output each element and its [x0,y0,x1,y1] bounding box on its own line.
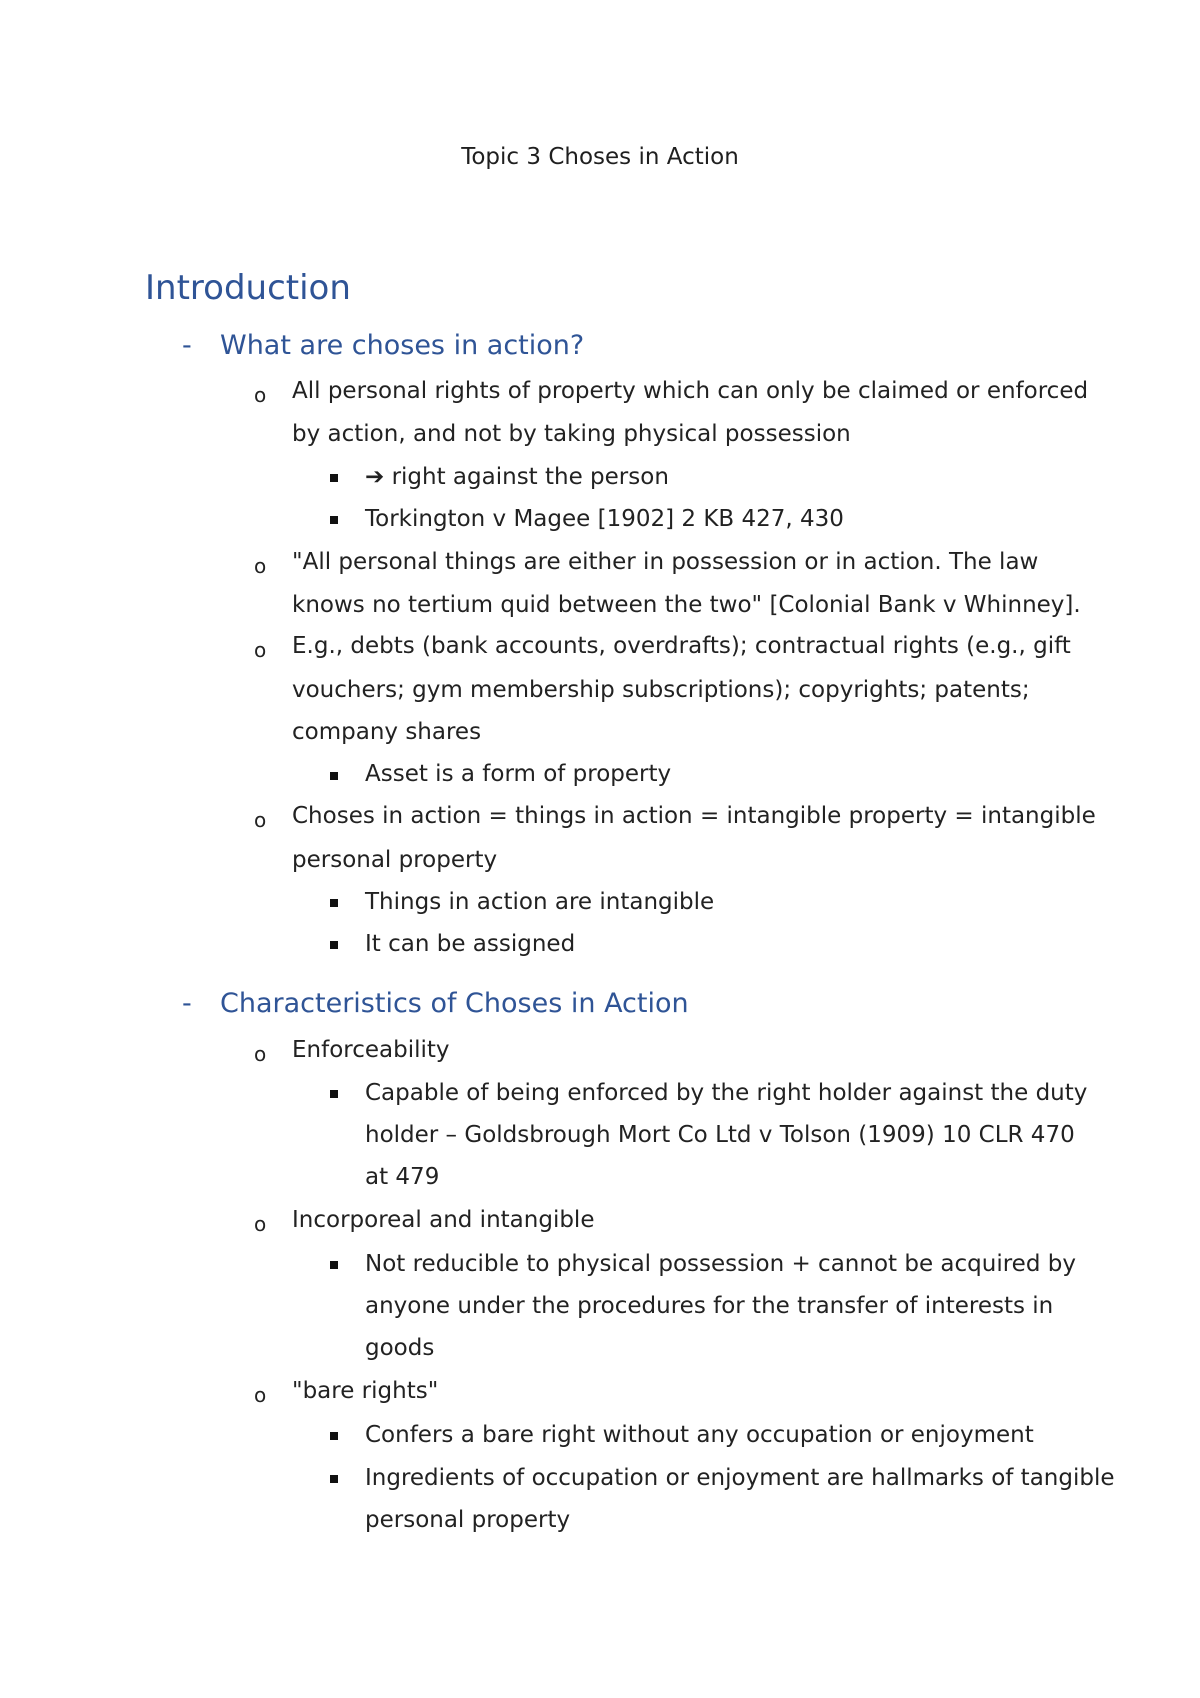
sub-bullet-text: Things in action are intangible [365,889,715,915]
sub-bullet-text: Torkington v Magee [1902] 2 KB 427, 430 [365,506,844,532]
sub-bullet-text-continuation: anyone under the procedures for the transfer of interests in [365,1293,1054,1319]
circle-bullet-marker: o [254,1383,267,1407]
bullet-text-continuation: knows no tertium quid between the two" [Colonial Bank v Whinney]. [292,592,1081,618]
square-bullet-marker [330,474,338,482]
square-bullet-marker [330,1090,338,1098]
circle-bullet-marker: o [254,638,267,662]
sub-bullet-text: Capable of being enforced by the right holder against the duty [365,1080,1088,1106]
sub-bullet-text-continuation: personal property [365,1507,571,1533]
sub-bullet-text-continuation: goods [365,1335,435,1361]
subsection-heading-characteristics [182,988,689,1019]
square-bullet-marker [330,772,338,780]
bullet-text: Enforceability [292,1037,450,1063]
bullet-text: "bare rights" [292,1378,439,1404]
bullet-text-continuation: by action, and not by taking physical possession [292,421,851,447]
square-bullet-marker [330,516,338,524]
bullet-text: E.g., debts (bank accounts, overdrafts); contractual rights (e.g., gift [292,633,1071,659]
sub-bullet-text: Asset is a form of property [365,761,672,787]
section-title-introduction: Introduction [145,268,351,308]
document-title: Topic 3 Choses in Action [461,144,739,170]
subsection-heading-text: Characteristics of Choses in Action [220,988,689,1019]
sub-bullet-text: It can be assigned [365,931,576,957]
dash-marker: - [182,988,192,1019]
subsection-heading-text: What are choses in action? [220,330,585,361]
bullet-text: Incorporeal and intangible [292,1207,595,1233]
circle-bullet-marker: o [254,808,267,832]
sub-bullet-text-continuation: holder – Goldsbrough Mort Co Ltd v Tolson (1909) 10 CLR 470 [365,1122,1075,1148]
sub-bullet-text-continuation: at 479 [365,1164,440,1190]
square-bullet-marker [330,1261,338,1269]
square-bullet-marker [330,1432,338,1440]
bullet-text-continuation: vouchers; gym membership subscriptions); copyrights; patents; [292,677,1030,703]
bullet-text: All personal rights of property which can only be claimed or enforced [292,378,1089,404]
circle-bullet-marker: o [254,554,267,578]
circle-bullet-marker: o [254,383,267,407]
circle-bullet-marker: o [254,1212,267,1236]
bullet-text-continuation: personal property [292,847,498,873]
subsection-heading-what-are-choses [182,330,585,361]
circle-bullet-marker: o [254,1042,267,1066]
sub-bullet-text: Ingredients of occupation or enjoyment are hallmarks of tangible [365,1465,1115,1491]
bullet-text-continuation: company shares [292,719,482,745]
sub-bullet-text: ➔ right against the person [365,464,669,490]
square-bullet-marker [330,1475,338,1483]
bullet-text: Choses in action = things in action = intangible property = intangible [292,803,1096,829]
square-bullet-marker [330,899,338,907]
square-bullet-marker [330,941,338,949]
sub-bullet-text: Confers a bare right without any occupation or enjoyment [365,1422,1034,1448]
sub-bullet-text: Not reducible to physical possession + cannot be acquired by [365,1251,1076,1277]
dash-marker: - [182,330,192,361]
bullet-text: "All personal things are either in possession or in action. The law [292,549,1039,575]
